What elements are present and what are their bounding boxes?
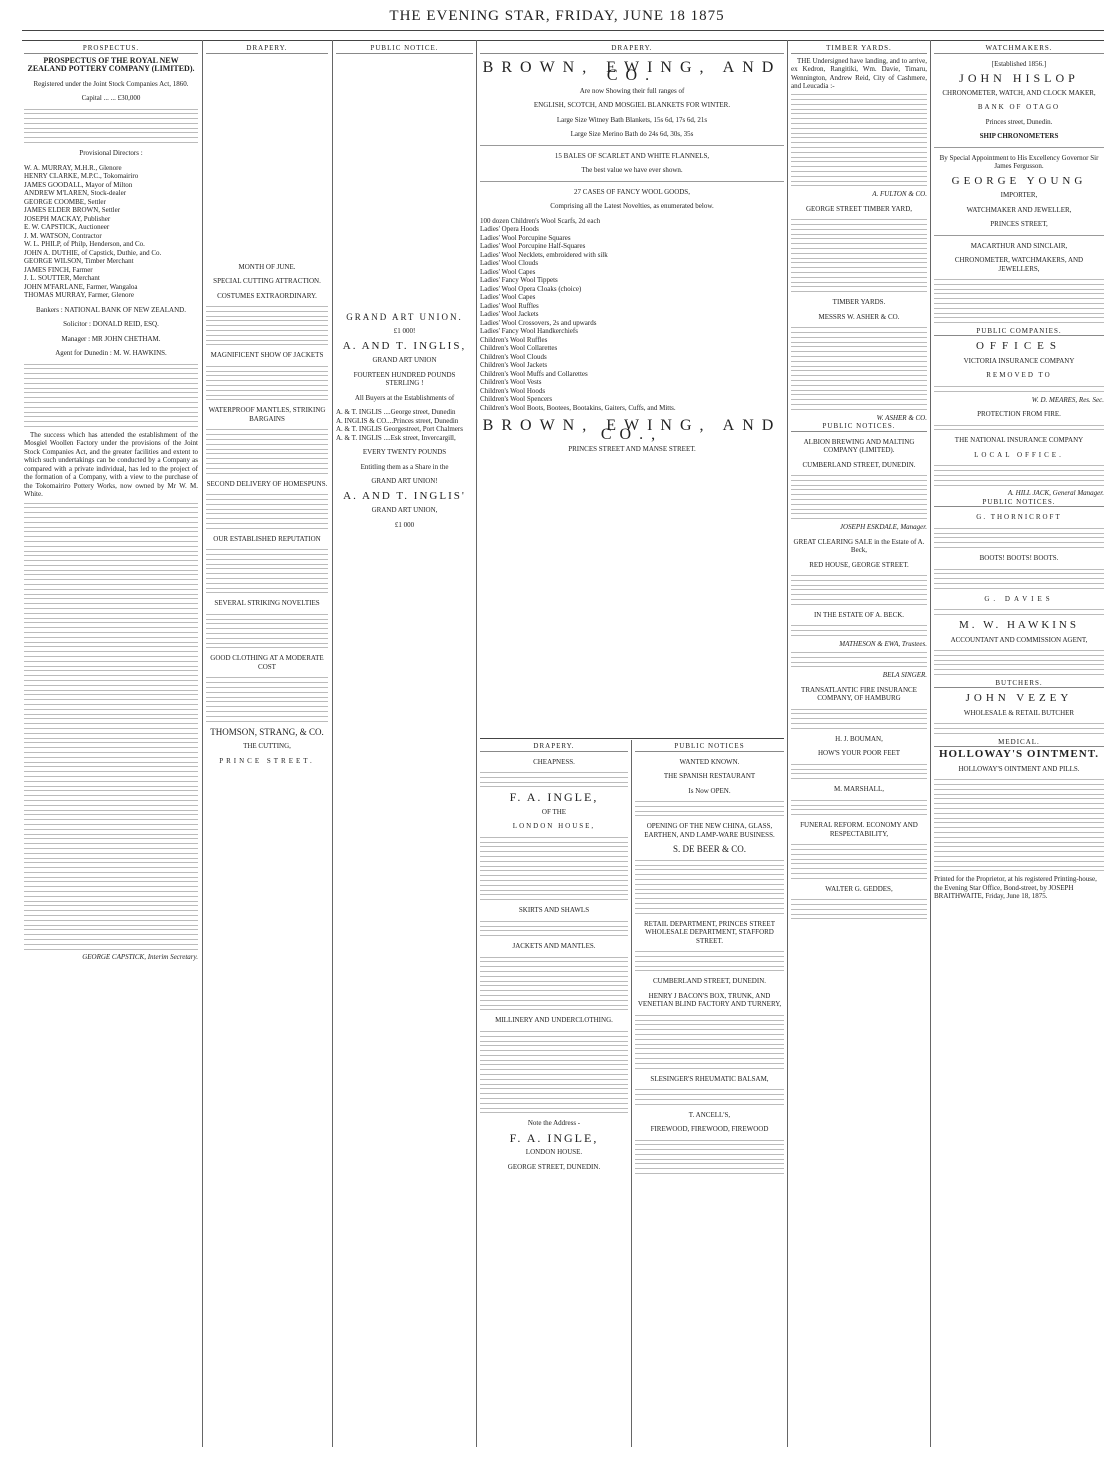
special-heading: SPECIAL CUTTING ATTRACTION.	[213, 277, 321, 285]
director: JAMES GOODALL, Mayor of Milton	[24, 180, 133, 189]
cases-line: 27 CASES OF FANCY WOOL GOODS,	[574, 187, 690, 196]
text-block	[934, 386, 1104, 392]
shop: A. & T. INGLIS Georgestreet, Port Chalmers	[336, 425, 463, 433]
text-block	[934, 779, 1104, 871]
ofthe-line: OF THE	[541, 807, 567, 816]
thornicroft-name: G. THORNICROFT	[976, 513, 1062, 522]
agent: Agent for Dunedin : M. W. HAWKINS.	[55, 349, 167, 358]
marshall-line: M. MARSHALL,	[834, 785, 884, 794]
flannels-line: 15 BALES OF SCARLET AND WHITE FLANNELS,	[554, 151, 710, 160]
hawkins-name: M. W. HAWKINS	[958, 619, 1079, 632]
director: GEORGE COOMBE, Settler	[24, 197, 106, 206]
list-item: Children's Wool Hoods	[480, 386, 546, 395]
beer-name: S. DE BEER & CO.	[672, 844, 746, 855]
text-block	[791, 764, 927, 779]
text-block	[635, 801, 784, 816]
header-rule	[22, 40, 1104, 41]
director: JOHN A. DUTHIE, of Capstick, Duthie, and Co.	[24, 248, 162, 257]
section-head: MEDICAL.	[934, 738, 1104, 748]
costumes-heading: COSTUMES EXTRAORDINARY.	[217, 291, 317, 300]
protection-heading: PROTECTION FROM FIRE.	[977, 410, 1061, 419]
wholesale-line: WHOLESALE & RETAIL BUTCHER	[963, 708, 1075, 717]
text-block	[791, 625, 927, 636]
text-block	[791, 844, 927, 879]
value-line: The best value we have ever shown.	[581, 166, 683, 174]
section-head: PUBLIC NOTICES.	[934, 498, 1104, 508]
list-item: Children's Wool Vests	[480, 378, 542, 386]
transatlantic-heading: TRANSATLANTIC FIRE INSURANCE COMPANY, OF HAMBURG	[801, 685, 917, 703]
jack-sig: A. HILL JACK, General Manager.	[1007, 489, 1104, 498]
inglis-name: A. AND T. INGLIS'	[343, 489, 466, 502]
text-block	[24, 109, 198, 144]
list-item: Ladies' Wool Necklets, embroidered with silk	[480, 250, 608, 259]
firm-name: BROWN, EWING, AND CO.,	[482, 417, 782, 443]
column-watchmakers	[934, 44, 1104, 1449]
manager: Manager : MR JOHN CHETHAM.	[61, 334, 161, 343]
slesinger-heading: SLESINGER'S RHEUMATIC BALSAM,	[650, 1074, 769, 1083]
asher-name: MESSRS W. ASHER & CO.	[818, 312, 900, 321]
text-block	[934, 465, 1104, 485]
firewood-heading: FIREWOOD, FIREWOOD, FIREWOOD	[650, 1125, 769, 1133]
list-item: Ladies' Wool Crossovers, 2s and upwards	[480, 318, 597, 327]
george-timber: GEORGE STREET TIMBER YARD,	[805, 204, 913, 213]
directors-list	[24, 164, 198, 300]
merino-line: Large Size Merino Bath do 24s 6d, 30s, 35s	[570, 130, 694, 138]
list-item: Ladies' Opera Hoods	[480, 225, 539, 233]
masthead: THE EVENING STAR, FRIDAY, JUNE 18 1875	[389, 8, 725, 24]
list-item: Ladies' Wool Porcupine Half-Squares	[480, 242, 586, 250]
text-block	[480, 957, 628, 1011]
column-drapery-ingle	[480, 742, 628, 1447]
director: JOSEPH MACKAY, Publisher	[24, 214, 111, 223]
text-block	[791, 899, 927, 919]
blankets-line: ENGLISH, SCOTCH, AND MOSGIEL BLANKETS FOR WINTER.	[533, 101, 731, 109]
list-item: Children's Wool Spencers	[480, 395, 553, 403]
list-item: Ladies' Wool Capes	[480, 293, 536, 301]
prize: £1 000!	[393, 327, 416, 335]
davies-name: G. DAVIES	[984, 594, 1054, 603]
text-block	[206, 429, 328, 473]
list-item: Ladies' Wool Jackets	[480, 310, 539, 318]
column-drapery	[206, 44, 328, 1449]
text-block	[934, 279, 1104, 323]
list-item: Ladies' Wool Opera Cloaks (choice)	[480, 284, 582, 293]
redhouse-line: RED HOUSE, GEORGE STREET.	[809, 560, 909, 569]
list-item: 100 dozen Children's Wool Scarfs, 2d each	[480, 216, 601, 225]
list-item: Ladies' Wool Clouds	[480, 259, 539, 267]
text-block	[206, 494, 328, 529]
jackets-heading: JACKETS AND MANTLES.	[512, 942, 596, 951]
text-block	[791, 219, 927, 292]
meares-sig: W. D. MEARES, Res. Sec.	[1031, 395, 1104, 404]
column-public-notice	[336, 44, 473, 744]
text-block	[635, 1015, 784, 1069]
retail-line: RETAIL DEPARTMENT, PRINCES STREET WHOLESALE DEPARTMENT, STAFFORD STREET.	[644, 919, 775, 945]
jackets-heading: MAGNIFICENT SHOW OF JACKETS	[210, 351, 324, 360]
london-house: LONDON HOUSE.	[525, 1148, 583, 1157]
firm-line: THE CUTTING,	[243, 742, 291, 751]
director: J. L. SOUTTER, Merchant	[24, 274, 100, 283]
column-prospectus	[24, 44, 198, 1449]
column-divider	[476, 40, 477, 1447]
victoria-heading: VICTORIA INSURANCE COMPANY	[963, 356, 1075, 365]
list-item: Children's Wool Collarettes	[480, 344, 558, 352]
section-head: PUBLIC NOTICE.	[336, 44, 473, 54]
text-block	[480, 1031, 628, 1114]
list-item: Children's Wool Clouds	[480, 352, 547, 361]
director: ANDREW M'LAREN, Stock-dealer	[24, 189, 127, 198]
singer-sig: BELA SINGER.	[882, 671, 927, 680]
vezey-name: JOHN VEZEY	[965, 692, 1073, 705]
capital-line: Capital ... ... £30,000	[81, 94, 141, 102]
text-block	[934, 723, 1104, 734]
masthead-rule	[22, 30, 1104, 31]
director: HENRY CLARKE, M.P.C., Tokomairiro	[24, 172, 139, 181]
director: W. A. MURRAY, M.H.R., Glenore	[24, 163, 122, 172]
eskdale-sig: JOSEPH ESKDALE, Manager.	[839, 523, 927, 531]
ingle-name: F. A. INGLE,	[509, 1130, 599, 1145]
open-line: Is Now OPEN.	[688, 786, 731, 795]
column-divider	[930, 40, 931, 1447]
art-union-heading: GRAND ART UNION!	[371, 477, 438, 485]
firm-address: PRINCES STREET AND MANSE STREET.	[568, 445, 696, 453]
column-timber-notices	[791, 44, 927, 1449]
text-block	[480, 837, 628, 900]
waterproof-heading: WATERPROOF MANTLES, STRIKING BARGAINS	[208, 406, 326, 423]
text-block	[206, 306, 328, 345]
text-block	[791, 475, 927, 519]
importer-line: IMPORTER,	[1000, 191, 1038, 199]
shop: A. & T. INGLIS ....Esk street, Invercargill,	[336, 433, 456, 442]
fulton-sig: A. FULTON & CO.	[872, 190, 927, 199]
section-head: PUBLIC NOTICES.	[791, 422, 927, 432]
holloway-title: HOLLOWAY'S OINTMENT AND PILLS.	[958, 764, 1080, 773]
geddes-line: WALTER G. GEDDES,	[825, 884, 893, 893]
list-item: Children's Wool Boots, Bootees, Bootakins, Gaiters, Cuffs, and Mitts.	[480, 403, 676, 412]
section-head: DRAPERY.	[480, 742, 628, 752]
chrono2-line: CHRONOMETER, WATCHMAKERS, AND JEWELLERS,	[954, 256, 1084, 273]
beck-heading: IN THE ESTATE OF A. BECK.	[813, 610, 905, 619]
matheson-sig: MATHESON & EWA, Trustees.	[839, 639, 927, 648]
column-public-notices-mid	[635, 742, 784, 1447]
entitling-line: Entitling them as a Share in the	[360, 462, 449, 471]
text-block	[791, 709, 927, 729]
section-head: TIMBER YARDS.	[791, 44, 927, 54]
director: THOMAS MURRAY, Farmer, Glenore	[24, 291, 134, 300]
text-block	[206, 549, 328, 593]
list-item: Children's Wool Muffs and Collarettes	[480, 369, 588, 378]
text-block	[934, 528, 1104, 548]
opening-heading: OPENING OF THE NEW CHINA, GLASS, EARTHEN, AND LAMP-WARE BUSINESS.	[644, 822, 775, 839]
section-head: PUBLIC NOTICES	[635, 742, 784, 752]
director: JAMES FINCH, Farmer	[24, 265, 93, 274]
section-head: PROSPECTUS.	[24, 44, 198, 54]
funeral-heading: FUNERAL REFORM. ECONOMY AND RESPECTABILITY,	[800, 821, 918, 838]
removed-heading: REMOVED TO	[986, 371, 1052, 380]
text-block	[206, 614, 328, 649]
art-union-heading: GRAND ART UNION,	[371, 506, 438, 514]
list-item: Ladies' Fancy Wool Tippets	[480, 276, 558, 284]
director: JOHN M'FARLANE, Farmer, Wangaloa	[24, 282, 138, 291]
director: JAMES ELDER BROWN, Settler	[24, 206, 121, 215]
timber-head: TIMBER YARDS.	[832, 298, 886, 307]
reputation-heading: OUR ESTABLISHED REPUTATION	[213, 534, 321, 543]
twenty-pounds: EVERY TWENTY POUNDS	[362, 448, 447, 456]
sale-heading: GREAT CLEARING SALE in the Estate of A. Beck,	[793, 537, 925, 554]
text-block	[791, 575, 927, 605]
fourteen-heading: FOURTEEN HUNDRED POUNDS STERLING !	[353, 370, 456, 387]
text-block	[791, 94, 927, 186]
section-head: PUBLIC COMPANIES.	[934, 327, 1104, 337]
firm-name: THOMSON, STRANG, & CO.	[210, 726, 324, 737]
albion-heading: ALBION BREWING AND MALTING COMPANY (LIMITED).	[803, 437, 915, 455]
text-block	[635, 951, 784, 971]
registered-line: Registered under the Joint Stock Companies Act, 1860.	[33, 79, 189, 88]
arrive-paragraph: THE Undersigned have landing, and to arrive, ex Kedron, Rangitiki, Wm. Davie, Timaru, Wennington, Andrew Reid, City of Cashmere, and Leucadia :-	[791, 56, 927, 90]
solicitor: Solicitor : DONALD REID, ESQ.	[63, 320, 159, 329]
homespuns-heading: SECOND DELIVERY OF HOMESPUNS.	[206, 479, 328, 488]
text-block	[791, 800, 927, 815]
clothing-heading: GOOD CLOTHING AT A MODERATE COST	[210, 654, 324, 671]
section-head: DRAPERY.	[206, 44, 328, 54]
princes-line: Princes street, Dunedin.	[985, 117, 1053, 126]
signature: GEORGE CAPSTICK, Interim Secretary.	[82, 953, 198, 962]
bank-line: BANK OF OTAGO	[977, 103, 1061, 111]
director: GEORGE WILSON, Timber Merchant	[24, 257, 134, 266]
novelties-line: Comprising all the Latest Novelties, as enumerated below.	[550, 202, 714, 210]
prize: £1 000	[394, 520, 415, 529]
note-line: Note the Address -	[527, 1119, 581, 1128]
buyers-line: All Buyers at the Establishments of	[354, 393, 455, 402]
text-block	[791, 652, 927, 667]
hislop-name: JOHN HISLOP	[959, 71, 1079, 85]
appointment-line: By Special Appointment to His Excellency Governor Sir James Fergusson.	[939, 153, 1099, 170]
text-block	[934, 650, 1104, 675]
cheapness-heading: CHEAPNESS.	[533, 757, 575, 766]
text-block	[206, 366, 328, 401]
prospectus-title: PROSPECTUS OF THE ROYAL NEW ZEALAND POTTERY COMPANY (LIMITED).	[27, 55, 195, 73]
column-drapery-brown-ewing	[480, 44, 784, 734]
national-heading: THE NATIONAL INSURANCE COMPANY	[954, 436, 1084, 445]
column-divider	[202, 40, 203, 1447]
shop: A. INGLIS & CO....Princes street, Dunedin	[336, 416, 459, 425]
printer-imprint: Printed for the Proprietor, at his registered Printing-house, the Evening Star Office, Bond-street, by JOSEPH BRAITHWAITE, Friday, June 18, 1875.	[934, 875, 1097, 901]
watchmaker-line: WATCHMAKER AND JEWELLER,	[966, 205, 1072, 214]
director: J. M. WATSON, Contractor	[24, 231, 102, 240]
young-name: GEORGE YOUNG	[951, 174, 1087, 187]
london-house: LONDON HOUSE,	[512, 822, 596, 831]
bacon-heading: HENRY J BACON'S BOX, TRUNK, AND VENETIAN BLIND FACTORY AND TURNERY,	[637, 991, 782, 1009]
boots-heading: BOOTS! BOOTS! BOOTS.	[979, 554, 1059, 563]
accountant-line: ACCOUNTANT AND COMMISSION AGENT,	[950, 635, 1088, 644]
witney-line: Large Size Witney Bath Blankets, 15s 6d, 17s 6d, 21s	[556, 115, 708, 124]
director: E. W. CAPSTICK, Auctioneer	[24, 223, 110, 232]
macarthur-name: MACARTHUR AND SINCLAIR,	[970, 241, 1068, 250]
wanted-heading: WANTED KNOWN.	[679, 757, 740, 766]
feet-heading: HOW'S YOUR POOR FEET	[817, 749, 901, 758]
asher-sig: W. ASHER & CO.	[876, 413, 927, 422]
millinery-heading: MILLINERY AND UNDERCLOTHING.	[495, 1016, 613, 1025]
shop: A. & T. INGLIS ....George street, Dunedin	[336, 408, 456, 416]
text-block	[24, 503, 198, 950]
text-block	[480, 772, 628, 787]
section-head: WATCHMAKERS.	[934, 44, 1104, 54]
art-union-heading: GRAND ART UNION	[372, 356, 437, 364]
art-union-heading: GRAND ART UNION.	[346, 311, 463, 322]
body-paragraph: The success which has attended the establishment of the Mosgiel Woollen Factory under the provisions of the Joint Stock Companies Act, and the greater facilities and extent to which such undertakings can be conducted by a Company as compared with a private individual, has led to the project of the formation of a Company, with a view to the purchase of the Tokomairiro Pottery Works, now owned by Mr W. M. White.	[24, 430, 198, 499]
cumberland-line: CUMBERLAND STREET, DUNEDIN.	[652, 977, 767, 986]
local-heading: LOCAL OFFICE.	[974, 450, 1064, 459]
ingle-name: F. A. INGLE,	[509, 790, 599, 805]
list-item: Ladies' Wool Porcupine Squares	[480, 233, 571, 242]
list-item: Children's Wool Jackets	[480, 361, 548, 369]
offices-heading: OFFICES	[975, 340, 1063, 353]
text-block	[791, 327, 927, 410]
director: W. L. PHILP, of Philp, Henderson, and Co.	[24, 240, 145, 249]
text-block	[934, 569, 1104, 589]
street-line: GEORGE STREET, DUNEDIN.	[507, 1162, 601, 1171]
directors-head: Provisional Directors :	[79, 149, 143, 158]
chronometer-line: CHRONOMETER, WATCH, AND CLOCK MAKER,	[942, 88, 1096, 97]
text-block	[934, 425, 1104, 431]
firm-name: BROWN, EWING, AND CO.	[482, 58, 782, 84]
text-block	[206, 677, 328, 721]
firm-street: PRINCE STREET.	[219, 756, 315, 765]
princes-street: PRINCES STREET,	[990, 220, 1048, 228]
bankers: Bankers : NATIONAL BANK OF NEW ZEALAND.	[36, 305, 186, 314]
column-divider	[787, 40, 788, 1447]
spanish-heading: THE SPANISH RESTAURANT	[663, 772, 756, 780]
text-block	[24, 364, 198, 427]
inglis-name: A. AND T. INGLIS,	[342, 339, 467, 352]
list-item: Ladies' Fancy Wool Handkerchiefs	[480, 327, 578, 335]
list-item: Ladies' Wool Ruffles	[480, 301, 539, 310]
ship-line: SHIP CHRONOMETERS	[979, 132, 1059, 140]
month-heading: MONTH OF JUNE.	[238, 262, 296, 271]
showing-line: Are now Showing their full ranges of	[579, 86, 685, 95]
novelties-heading: SEVERAL STRIKING NOVELTIES	[214, 599, 320, 608]
holloway-heading: HOLLOWAY'S OINTMENT.	[939, 748, 1099, 761]
established: [Established 1856.]	[991, 59, 1047, 68]
text-block	[480, 921, 628, 936]
text-block	[635, 1140, 784, 1175]
list-item: Ladies' Wool Capes	[480, 267, 536, 276]
section-head: DRAPERY.	[480, 44, 784, 54]
skirts-heading: SKIRTS AND SHAWLS	[518, 906, 590, 915]
column-divider	[332, 40, 333, 1447]
wool-goods-list	[480, 217, 784, 413]
text-block	[934, 609, 1104, 615]
ancell-line: T. ANCELL'S,	[688, 1110, 731, 1119]
text-block	[635, 860, 784, 914]
list-item: Children's Wool Ruffles	[480, 335, 548, 344]
bouman-line: H. J. BOUMAN,	[835, 734, 883, 743]
section-head: BUTCHERS.	[934, 679, 1104, 689]
cumberland-line: CUMBERLAND STREET, DUNEDIN.	[802, 460, 916, 469]
text-block	[635, 1089, 784, 1104]
